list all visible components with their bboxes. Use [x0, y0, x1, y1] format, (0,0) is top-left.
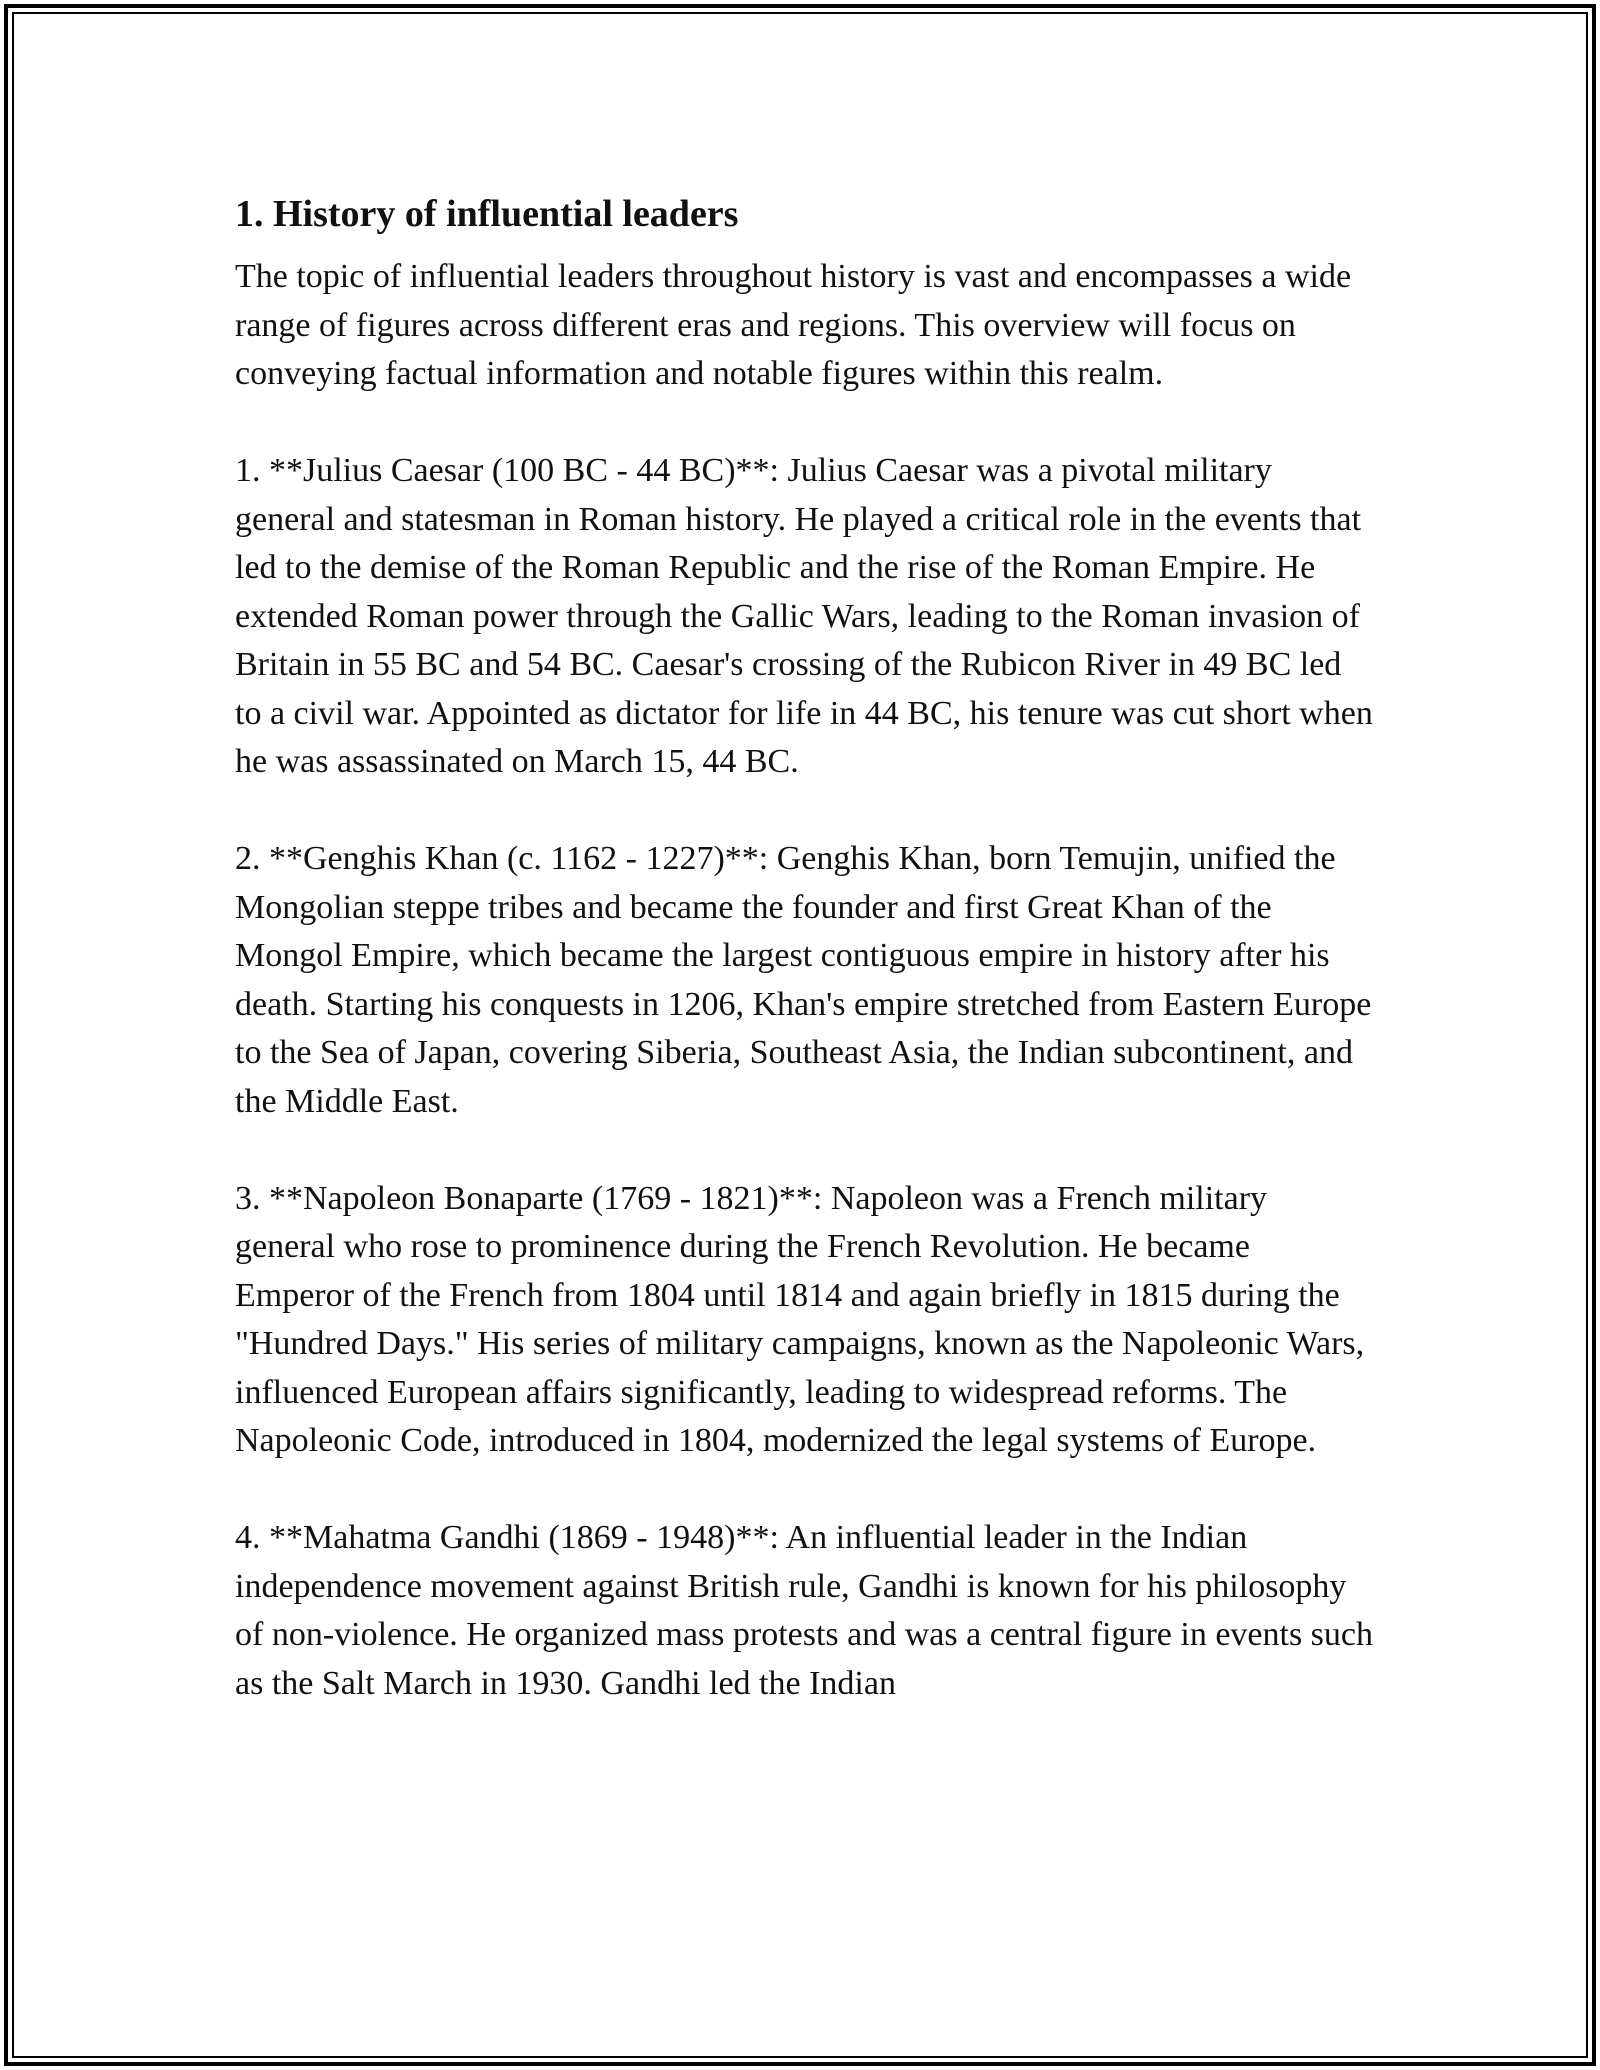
leader-paragraph-napoleon-bonaparte: 3. **Napoleon Bonaparte (1769 - 1821)**: Napoleon was a French military general who rose to prominence during the French Revolution. He became Emperor of the French from 1804 until 1814 and again briefly in 1815 during the "Hundred Days." His series of military campaigns, known as the Napoleonic Wars, influenced European affairs significantly, leading to widespread reforms. The Napoleonic Code, introduced in 1804, modernized the legal systems of Europe. — [235, 1179, 1365, 1459]
document-body — [235, 185, 1375, 1708]
leader-paragraph-mahatma-gandhi: 4. **Mahatma Gandhi (1869 - 1948)**: An influential leader in the Indian independence movement against British rule, Gandhi is known for his philosophy of non-violence. He organized mass protests and was a central figure in events such as the Salt March in 1930. Gandhi led the Indian — [235, 1519, 1374, 1702]
section-heading: 1. History of influential leaders — [235, 193, 739, 235]
leader-paragraph-julius-caesar: 1. **Julius Caesar (100 BC - 44 BC)**: Julius Caesar was a pivotal military general and statesman in Roman history. He played a critical role in the events that led to the demise of the Roman Republic and the rise of the Roman Empire. He extended Roman power through the Gallic Wars, leading to the Roman invasion of Britain in 55 BC and 54 BC. Caesar's crossing of the Rubicon River in 49 BC led to a civil war. Appointed as dictator for life in 44 BC, his tenure was cut short when he was assassinated on March 15, 44 BC. — [235, 452, 1373, 780]
leader-paragraph-genghis-khan: 2. **Genghis Khan (c. 1162 - 1227)**: Genghis Khan, born Temujin, unified the Mongolian steppe tribes and became the founder and first Great Khan of the Mongol Empire, which became the largest contiguous empire in history after his death. Starting his conquests in 1206, Khan's empire stretched from Eastern Europe to the Sea of Japan, covering Siberia, Southeast Asia, the Indian subcontinent, and the Middle East. — [235, 840, 1372, 1120]
intro-paragraph: The topic of influential leaders throughout history is vast and encompasses a wide range of figures across different eras and regions. This overview will focus on conveying factual information and notable figures within this realm. — [235, 258, 1352, 392]
